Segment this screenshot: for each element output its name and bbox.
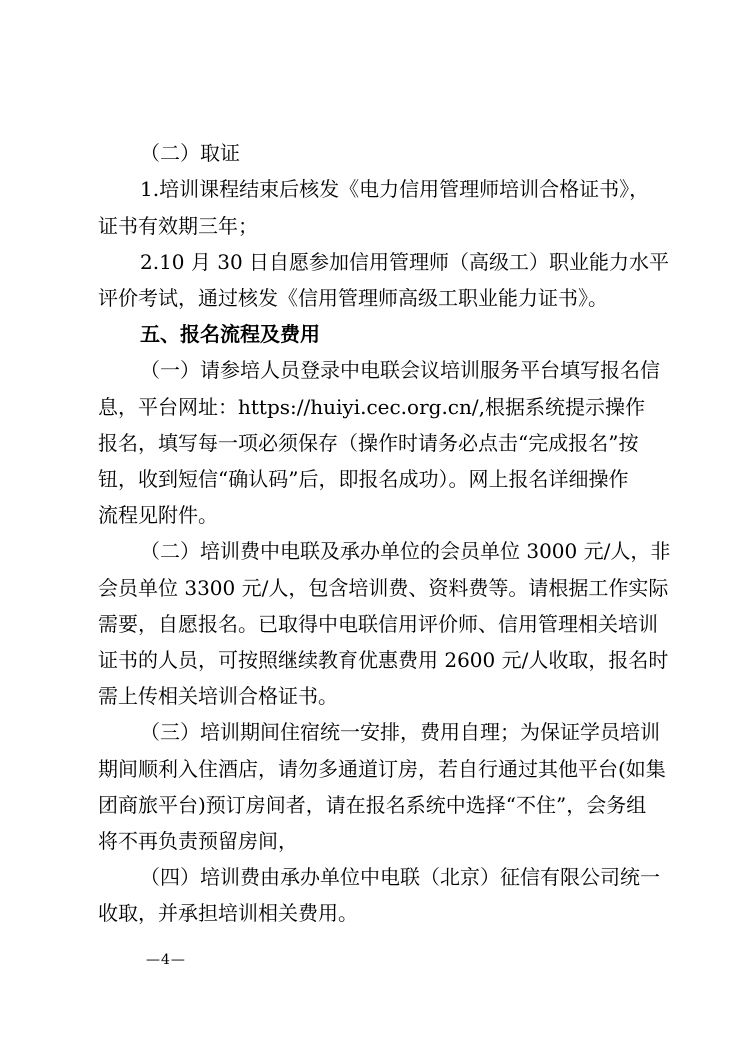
paragraph-line: 报名，填写每一项必须保存（操作时请务必点击“完成报名”按: [98, 431, 639, 455]
paragraph-line: （四）培训费由承办单位中电联（北京）征信有限公司统一: [140, 865, 660, 889]
paragraph-line: 期间顺利入住酒店，请勿多通道订房，若自行通过其他平台(如集: [98, 757, 666, 781]
paragraph-line: 收取，并承担培训相关费用。: [98, 901, 358, 925]
paragraph-line: （二）培训费中电联及承办单位的会员单位 3000 元/人，非: [140, 539, 671, 563]
paragraph-line: 需上传相关培训合格证书。: [98, 684, 338, 708]
paragraph-line: 需要，自愿报名。已取得中电联信用评价师、信用管理相关培训: [98, 612, 658, 636]
paragraph-line: 钮，收到短信“确认码”后，即报名成功）。网上报名详细操作: [98, 467, 629, 491]
paragraph-line: 会员单位 3300 元/人，包含培训费、资料费等。请根据工作实际: [98, 576, 669, 600]
paragraph-line: （三）培训期间住宿统一安排，费用自理；为保证学员培训: [140, 720, 660, 744]
paragraph-line: 团商旅平台)预订房间者，请在报名系统中选择“不住”，会务组: [98, 793, 647, 817]
paragraph-line: 2.10 月 30 日自愿参加信用管理师（高级工）职业能力水平: [140, 250, 670, 274]
paragraph-line: 流程见附件。: [98, 503, 218, 527]
paragraph-line: 证书有效期三年；: [98, 214, 258, 238]
subsection-heading-certification: （二）取证: [140, 141, 240, 165]
paragraph-line: 息，平台网址：https://huiyi.cec.org.cn/,根据系统提示操作: [98, 395, 645, 419]
paragraph-line: 评价考试，通过核发《信用管理师高级工职业能力证书》。: [98, 286, 608, 310]
paragraph-line: （一）请参培人员登录中电联会议培训服务平台填写报名信: [140, 358, 660, 382]
paragraph-line: 1.培训课程结束后核发《电力信用管理师培训合格证书》，: [140, 177, 650, 201]
paragraph-line: 证书的人员，可按照继续教育优惠费用 2600 元/人收取，报名时: [98, 648, 669, 672]
paragraph-line: 将不再负责预留房间，: [98, 829, 298, 853]
page-number: —4—: [146, 952, 186, 968]
section-heading-registration: 五、报名流程及费用: [140, 322, 320, 346]
